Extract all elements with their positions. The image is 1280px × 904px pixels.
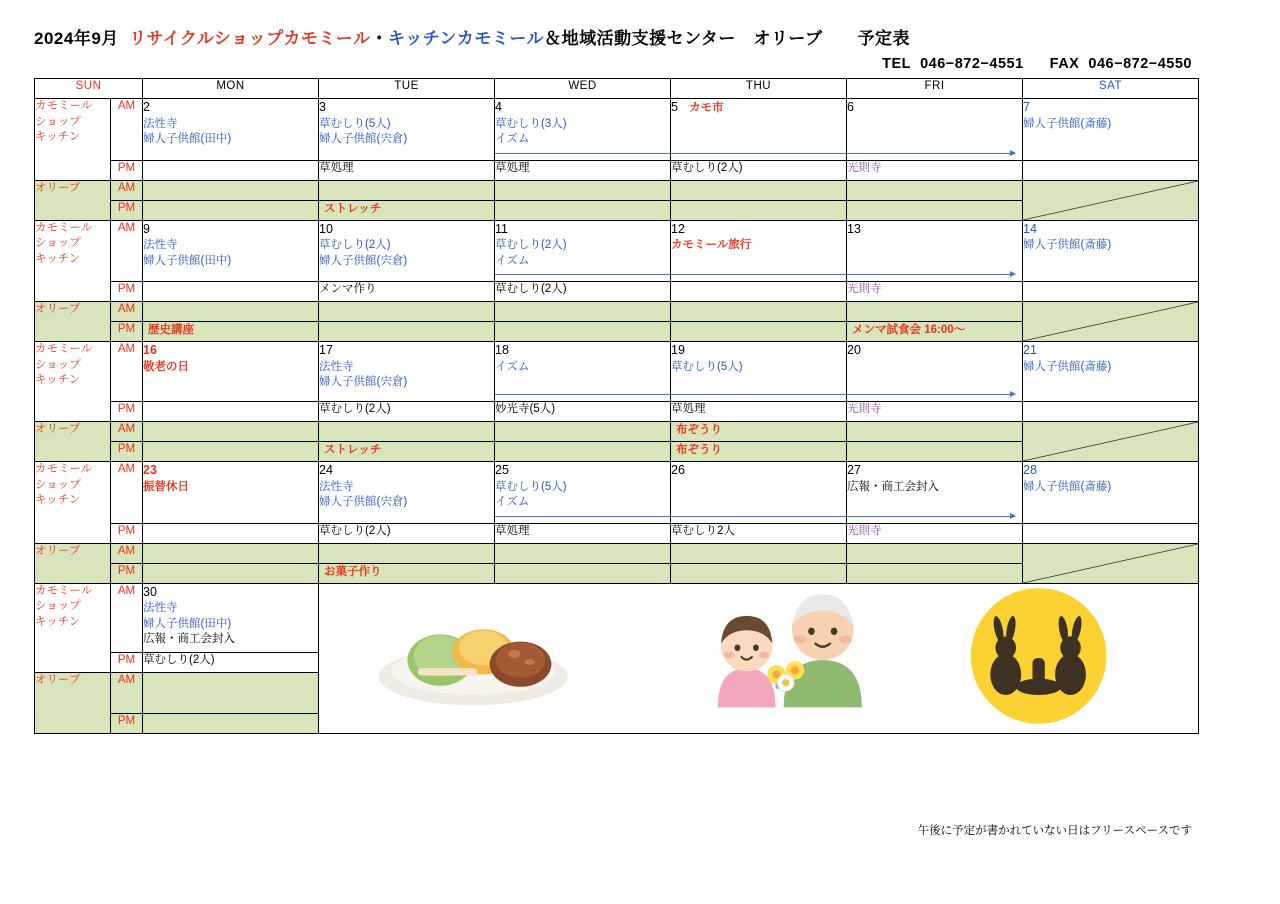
- event: 婦人子供館(宍倉): [319, 496, 408, 509]
- cell-kam-am-w2-mon: [143, 220, 319, 282]
- week-3-kamomile-am: [35, 342, 1199, 402]
- week-3-kamomile-pm: [35, 402, 1199, 422]
- event: 敬老の日: [143, 360, 189, 373]
- row-period-pm: PM: [111, 714, 143, 734]
- event: 草むしり(5人): [319, 117, 391, 130]
- day-number: 6: [847, 100, 854, 114]
- cell-oli-am-w3-tue: [319, 422, 495, 442]
- cell-oli-am-w4-mon: [143, 543, 319, 563]
- day-number: 28: [1023, 463, 1037, 478]
- event: 法性寺: [143, 117, 178, 130]
- cell-kam-am-w5-mon: [143, 583, 319, 652]
- day-number: 24: [319, 463, 333, 478]
- cell-oli-am-w1-fri: [847, 180, 1023, 200]
- people-flowers-icon: [681, 594, 862, 715]
- event: 法性寺: [143, 239, 178, 252]
- event: 草むしり(2人): [319, 239, 391, 252]
- row-period-am: AM: [111, 672, 143, 713]
- schedule-table: [34, 78, 1199, 734]
- event: 婦人子供館(宍倉): [319, 133, 408, 146]
- day-number: 11: [495, 221, 508, 236]
- row-period-pm: PM: [111, 322, 143, 342]
- week-1-olive-am: [35, 180, 1199, 200]
- event: 草むしり(3人): [495, 117, 567, 130]
- illustration-svg: [319, 584, 1198, 728]
- event: カモミール旅行: [671, 239, 752, 252]
- cell-kam-am-w4-mon: [143, 462, 319, 524]
- week-2-olive-am: [35, 302, 1199, 322]
- cell-kam-am-w4-thu: [671, 462, 847, 524]
- cell-kam-am-w2-tue: [319, 220, 495, 282]
- cell-oli-pm-w3-mon: [143, 442, 319, 462]
- row-period-am: AM: [111, 422, 143, 442]
- event: 法性寺: [143, 602, 178, 615]
- decorative-illustrations: [319, 583, 1199, 733]
- cell-oli-pm-w4-fri: [847, 563, 1023, 583]
- title-dot: ・: [370, 29, 389, 48]
- day-number: 27: [847, 463, 861, 478]
- row-period-pm: PM: [111, 282, 143, 302]
- cell-oli-am-w3-mon: [143, 422, 319, 442]
- cell-oli-pm-w2-wed: [495, 322, 671, 342]
- row-label-olive: オリーブ: [35, 180, 111, 220]
- row-period-am: AM: [111, 220, 143, 282]
- event: 婦人子供館(斎藤): [1023, 117, 1112, 130]
- row-period-pm: PM: [111, 563, 143, 583]
- row-period-pm: PM: [111, 523, 143, 543]
- cell-kam-am-w4-tue: [319, 462, 495, 524]
- event: イズム: [495, 254, 530, 267]
- day-number: 13: [847, 221, 861, 236]
- cell-kam-am-w1-tue: [319, 99, 495, 161]
- event: 婦人子供館(斎藤): [1023, 360, 1112, 373]
- event: イズム: [495, 360, 530, 373]
- event: 広報・商工会封入: [847, 480, 939, 493]
- row-label-olive: オリーブ: [35, 672, 111, 733]
- row-period-am: AM: [111, 180, 143, 200]
- food-plate-icon: [379, 629, 568, 705]
- cell-oli-am-w2-fri: [847, 302, 1023, 322]
- cell-kam-am-w1-wed: [495, 99, 671, 161]
- cell-kam-pm-w1-mon: [143, 160, 319, 180]
- cell-oli-pm-w1-mon: [143, 200, 319, 220]
- week-2-kamomile-am: [35, 220, 1199, 282]
- cell-oli-pm-w1-wed: [495, 200, 671, 220]
- footnote: 午後に予定が書かれていない日はフリースペースです: [917, 825, 1192, 837]
- title-org2: キッチンカモミール: [388, 29, 545, 48]
- event: 法性寺: [319, 360, 354, 373]
- cell-kam-am-w1-mon: [143, 99, 319, 161]
- cell-kam-pm-w1-thu: 草むしり(2人): [671, 160, 847, 180]
- cell-kam-pm-w2-tue: メンマ作り: [319, 282, 495, 302]
- cell-kam-pm-w4-wed: 草処理: [495, 523, 671, 543]
- cell-oli-am-w2-tue: [319, 302, 495, 322]
- cell-kam-pm-w4-sat: [1023, 523, 1199, 543]
- event: 草むしり(2人): [495, 239, 567, 252]
- cell-kam-am-w3-mon: [143, 342, 319, 402]
- event: カモ市: [689, 102, 724, 114]
- day-number: 5: [671, 100, 678, 114]
- cell-kam-pm-w3-tue: 草むしり(2人): [319, 402, 495, 422]
- cell-kam-am-w4-sat: [1023, 462, 1199, 524]
- row-label-kamomile: カモミール ショップ キッチン: [35, 342, 111, 422]
- cell-kam-am-w3-sat: [1023, 342, 1199, 402]
- event: 婦人子供館(田中): [143, 133, 232, 146]
- cell-kam-am-w2-fri: [847, 220, 1023, 282]
- continuation-arrow: [495, 269, 670, 281]
- moon-rabbits-icon: [971, 588, 1107, 724]
- event: 草むしり(5人): [671, 360, 743, 373]
- week-1-kamomile-am: [35, 99, 1199, 161]
- continuation-arrow: [495, 389, 670, 401]
- event: 婦人子供館(田中): [143, 617, 232, 630]
- cell-oli-am-w3-fri: [847, 422, 1023, 442]
- tel-number: 046−872−4551: [920, 56, 1024, 72]
- day-number: 7: [1023, 100, 1030, 114]
- cell-oli-am-w5-mon: [143, 672, 319, 713]
- cell-oli-pm-w2-mon: 歴史講座: [143, 322, 319, 342]
- event: 婦人子供館(宍倉): [319, 254, 408, 267]
- cell-kam-pm-w3-wed: 妙光寺(5人): [495, 402, 671, 422]
- cell-kam-am-w3-wed: [495, 342, 671, 402]
- day-number: 2: [143, 100, 150, 114]
- col-header-wed: WED: [495, 79, 671, 99]
- week-5-kamomile-am: [35, 583, 1199, 652]
- cell-oli-am-w1-wed: [495, 180, 671, 200]
- cell-kam-am-w3-tue: [319, 342, 495, 402]
- title-org3: ＆地域活動支援センター オリーブ 予定表: [544, 29, 911, 48]
- cell-oli-pm-w4-wed: [495, 563, 671, 583]
- cell-oli-pm-w4-tue: お菓子作り: [319, 563, 495, 583]
- row-period-pm: PM: [111, 652, 143, 672]
- cell-oli-am-w3-wed: [495, 422, 671, 442]
- cell-oli-am-w1-tue: [319, 180, 495, 200]
- day-number: 19: [671, 343, 685, 358]
- cell-oli-pm-w4-thu: [671, 563, 847, 583]
- cell-kam-pm-w4-fri: 光則寺: [847, 523, 1023, 543]
- cell-kam-am-w1-sat: [1023, 99, 1199, 161]
- cell-oli-am-w4-tue: [319, 543, 495, 563]
- cell-kam-pm-w5-mon: 草むしり(2人): [143, 652, 319, 672]
- fax-number: 046−872−4550: [1088, 56, 1192, 72]
- cell-oli-w4-sat-blocked: [1023, 543, 1199, 583]
- cell-kam-pm-w1-fri: 光則寺: [847, 160, 1023, 180]
- col-header-sat: SAT: [1023, 79, 1199, 99]
- row-period-pm: PM: [111, 160, 143, 180]
- event: 振替休日: [143, 480, 189, 493]
- contact-info: [882, 56, 1192, 72]
- cell-kam-am-w4-wed: [495, 462, 671, 524]
- row-label-kamomile: カモミール ショップ キッチン: [35, 462, 111, 544]
- day-number: 30: [143, 584, 157, 599]
- cell-oli-am-w2-thu: [671, 302, 847, 322]
- week-3-olive-am: [35, 422, 1199, 442]
- col-header-tue: TUE: [319, 79, 495, 99]
- cell-oli-pm-w1-fri: [847, 200, 1023, 220]
- table-header-row: [35, 79, 1199, 99]
- cell-oli-pm-w3-fri: [847, 442, 1023, 462]
- event: 法性寺: [319, 480, 354, 493]
- row-label-kamomile: カモミール ショップ キッチン: [35, 99, 111, 181]
- cell-oli-pm-w1-thu: [671, 200, 847, 220]
- event: 婦人子供館(斎藤): [1023, 480, 1112, 493]
- day-number: 14: [1023, 221, 1037, 236]
- cell-oli-pm-w3-tue: ストレッチ: [319, 442, 495, 462]
- col-header-sun: SUN: [35, 79, 143, 99]
- row-label-olive: オリーブ: [35, 543, 111, 583]
- event: 婦人子供館(宍倉): [319, 376, 408, 389]
- event: イズム: [495, 496, 530, 509]
- cell-kam-pm-w1-wed: 草処理: [495, 160, 671, 180]
- cell-oli-pm-w1-tue: ストレッチ: [319, 200, 495, 220]
- page-title: [34, 24, 1254, 49]
- cell-oli-am-w4-thu: [671, 543, 847, 563]
- row-label-olive: オリーブ: [35, 422, 111, 462]
- row-label-kamomile: カモミール ショップ キッチン: [35, 583, 111, 672]
- cell-kam-pm-w1-sat: [1023, 160, 1199, 180]
- cell-oli-pm-w2-fri: メンマ試食会 16:00〜: [847, 322, 1023, 342]
- title-month: 2024年9月: [34, 29, 119, 48]
- event: 草むしり(5人): [495, 480, 567, 493]
- cell-oli-pm-w4-mon: [143, 563, 319, 583]
- row-period-am: AM: [111, 302, 143, 322]
- row-period-am: AM: [111, 99, 143, 161]
- day-number: 25: [495, 463, 509, 478]
- title-org1: リサイクルショップカモミール: [129, 29, 371, 48]
- day-number: 17: [319, 343, 333, 358]
- cell-kam-am-w2-sat: [1023, 220, 1199, 282]
- day-number: 20: [847, 343, 861, 358]
- cell-kam-pm-w2-fri: 光則寺: [847, 282, 1023, 302]
- day-number: 9: [143, 221, 150, 236]
- cell-oli-w2-sat-blocked: [1023, 302, 1199, 342]
- cell-oli-w1-sat-blocked: [1023, 180, 1199, 220]
- cell-kam-am-w2-thu: [671, 220, 847, 282]
- cell-kam-pm-w3-thu: 草処理: [671, 402, 847, 422]
- day-number: 21: [1023, 343, 1037, 358]
- tel-label: TEL: [882, 56, 912, 72]
- cell-kam-pm-w2-wed: 草むしり(2人): [495, 282, 671, 302]
- day-number: 3: [319, 100, 326, 114]
- week-4-olive-am: [35, 543, 1199, 563]
- cell-oli-am-w1-mon: [143, 180, 319, 200]
- cell-kam-am-w3-thu: [671, 342, 847, 402]
- week-1-kamomile-pm: [35, 160, 1199, 180]
- row-period-am: AM: [111, 462, 143, 524]
- week-4-kamomile-am: [35, 462, 1199, 524]
- cell-oli-w3-sat-blocked: [1023, 422, 1199, 462]
- event: 婦人子供館(田中): [143, 254, 232, 267]
- row-period-am: AM: [111, 342, 143, 402]
- cell-oli-pm-w2-thu: [671, 322, 847, 342]
- day-number: 26: [671, 463, 685, 478]
- cell-kam-pm-w2-mon: [143, 282, 319, 302]
- cell-kam-pm-w2-sat: [1023, 282, 1199, 302]
- cell-oli-am-w2-mon: [143, 302, 319, 322]
- row-period-am: AM: [111, 583, 143, 652]
- continuation-arrow: [495, 511, 670, 523]
- table-body: [35, 99, 1199, 734]
- cell-oli-am-w4-fri: [847, 543, 1023, 563]
- cell-kam-pm-w3-mon: [143, 402, 319, 422]
- cell-kam-am-w2-wed: [495, 220, 671, 282]
- cell-kam-pm-w3-sat: [1023, 402, 1199, 422]
- row-period-pm: PM: [111, 200, 143, 220]
- row-period-pm: PM: [111, 402, 143, 422]
- day-number: 10: [319, 221, 333, 236]
- cell-kam-am-w3-fri: [847, 342, 1023, 402]
- day-number: 4: [495, 100, 502, 114]
- cell-kam-pm-w2-thu: [671, 282, 847, 302]
- cell-kam-am-w4-fri: [847, 462, 1023, 524]
- cell-kam-pm-w4-tue: 草むしり(2人): [319, 523, 495, 543]
- cell-kam-am-w1-thu: [671, 99, 847, 161]
- cell-kam-pm-w4-thu: 草むしり2人: [671, 523, 847, 543]
- cell-kam-pm-w4-mon: [143, 523, 319, 543]
- col-header-mon: MON: [143, 79, 319, 99]
- day-number: 23: [143, 463, 157, 478]
- cell-oli-pm-w5-mon: [143, 714, 319, 734]
- col-header-thu: THU: [671, 79, 847, 99]
- event: イズム: [495, 133, 530, 146]
- cell-oli-am-w2-wed: [495, 302, 671, 322]
- row-label-olive: オリーブ: [35, 302, 111, 342]
- event: 広報・商工会封入: [143, 633, 235, 646]
- event: 婦人子供館(斎藤): [1023, 239, 1112, 252]
- fax-label: FAX: [1049, 56, 1080, 72]
- row-period-am: AM: [111, 543, 143, 563]
- cell-kam-pm-w3-fri: 光則寺: [847, 402, 1023, 422]
- cell-oli-am-w4-wed: [495, 543, 671, 563]
- cell-oli-pm-w3-wed: [495, 442, 671, 462]
- cell-kam-am-w1-fri: [847, 99, 1023, 161]
- day-number: 12: [671, 221, 685, 236]
- continuation-arrow: [495, 148, 670, 160]
- week-4-kamomile-pm: [35, 523, 1199, 543]
- col-header-fri: FRI: [847, 79, 1023, 99]
- row-label-kamomile: カモミール ショップ キッチン: [35, 220, 111, 302]
- day-number: 16: [143, 343, 157, 358]
- cell-kam-pm-w1-tue: 草処理: [319, 160, 495, 180]
- art-container: [319, 584, 1198, 733]
- cell-oli-pm-w3-thu: 布ぞうり: [671, 442, 847, 462]
- day-number: 18: [495, 343, 509, 358]
- cell-oli-am-w1-thu: [671, 180, 847, 200]
- row-period-pm: PM: [111, 442, 143, 462]
- cell-oli-am-w3-thu: 布ぞうり: [671, 422, 847, 442]
- cell-oli-pm-w2-tue: [319, 322, 495, 342]
- week-2-kamomile-pm: [35, 282, 1199, 302]
